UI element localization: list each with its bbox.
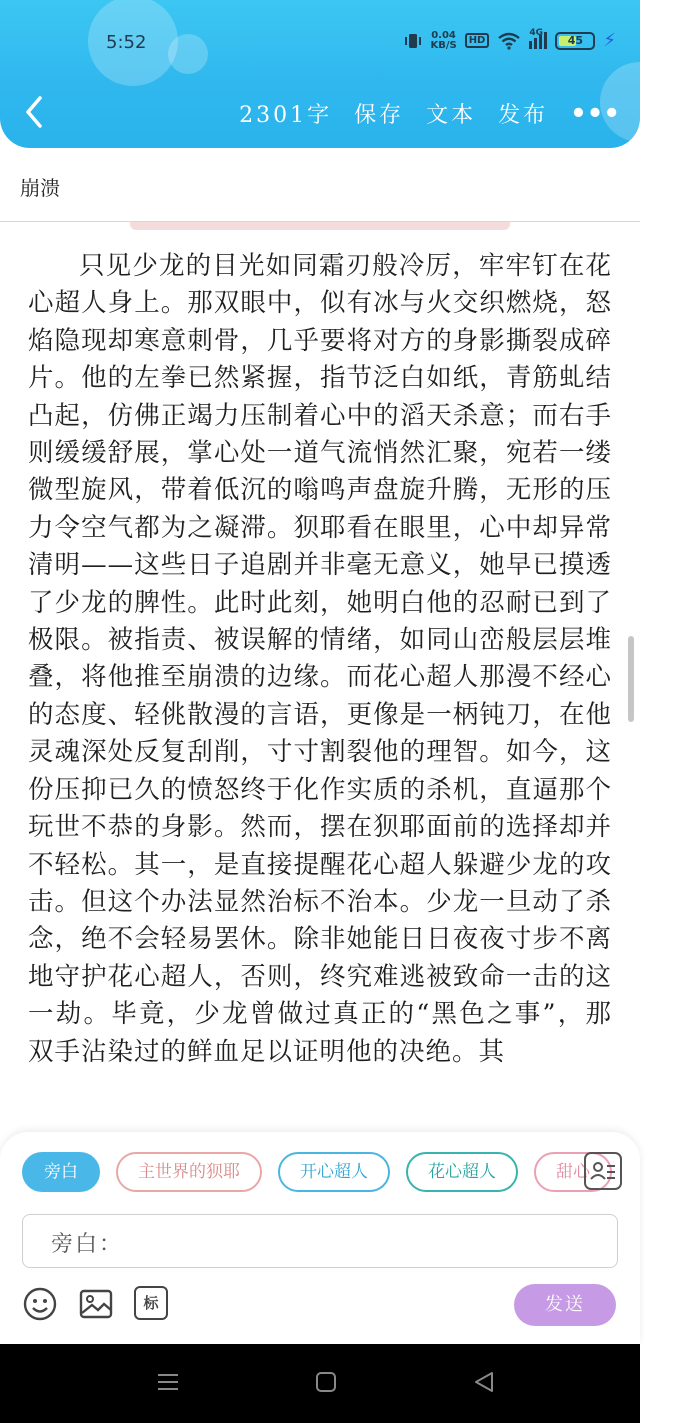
signal-type: 4G bbox=[529, 28, 544, 38]
input-speaker-prefix: 旁白： bbox=[51, 1232, 124, 1257]
system-nav-bar bbox=[0, 1344, 640, 1423]
wifi-icon bbox=[497, 32, 521, 50]
word-count: 2301字 bbox=[239, 103, 333, 128]
menu-icon[interactable] bbox=[156, 1370, 180, 1394]
charging-icon: ⚡ bbox=[603, 30, 616, 51]
role-chip[interactable]: 旁白 bbox=[22, 1152, 100, 1192]
publish-button[interactable]: 发布 bbox=[498, 103, 549, 128]
text-button[interactable]: 文本 bbox=[426, 103, 477, 128]
editor-toolbar bbox=[0, 88, 640, 138]
image-icon[interactable] bbox=[78, 1286, 114, 1322]
home-icon[interactable] bbox=[314, 1370, 338, 1394]
status-bar bbox=[0, 20, 640, 64]
battery-percent: 45 bbox=[567, 33, 584, 47]
story-body[interactable]: 只见少龙的目光如同霜刃般冷厉，牢牢钉在花心超人身上。那双眼中，似有冰与火交织燃烧，怒焰隐现却寒意刺骨，几乎要将对方的身影撕裂成碎片。他的左拳已然紧握，指节泛白如纸，青筋虬结凸起，仿佛正竭力压制着心中的滔天杀意；而右手则缓缓舒展，掌心处一道气流悄然汇聚，宛若一缕微型旋风，带着低沉的嗡鸣声盘旋升腾，无形的压力令空气都为之凝滞。狈耶看在眼里，心中却异常清明——这些日子追剧并非毫无意义，她早已摸透了少龙的脾性。此时此刻，她明白他的忍耐已到了极限。被指责、被误解的情绪，如同山峦般层层堆叠，将他推至崩溃的边缘。而花心超人那漫不经心的态度、轻佻散漫的言语，更像是一柄钝刀，在他灵魂深处反复刮削，寸寸割裂他的理智。如今，这份压抑已久的愤怒终于化作实质的杀机，直逼那个玩世不恭的身影。然而，摆在狈耶面前的选择却并不轻松。其一，是直接提醒花心超人躲避少龙的攻击。但这个办法显然治标不治本。少龙一旦动了杀念，绝不会轻易罢休。除非她能日日夜夜寸步不离地守护花心超人，否则，终究难逃被致命一击的这一劫。毕竟，少龙曾做过真正的“黑色之事”，那双手沾染过的鲜血足以证明他的决绝。其 bbox=[28, 251, 612, 1067]
hd-badge: HD bbox=[465, 33, 490, 48]
save-button[interactable]: 保存 bbox=[354, 103, 405, 128]
signal-icon bbox=[529, 28, 547, 49]
net-speed bbox=[430, 31, 456, 51]
back-icon[interactable] bbox=[20, 94, 50, 130]
role-list-icon[interactable] bbox=[584, 1152, 622, 1190]
decor-strip bbox=[130, 222, 510, 230]
chapter-title[interactable]: 崩溃 bbox=[20, 176, 60, 200]
net-speed-unit: KB/S bbox=[430, 39, 457, 51]
role-chip-list bbox=[22, 1152, 590, 1192]
scrollbar[interactable] bbox=[628, 636, 634, 722]
message-input[interactable] bbox=[22, 1214, 618, 1268]
role-chip[interactable]: 甜心 bbox=[534, 1152, 612, 1192]
role-chip[interactable]: 主世界的狈耶 bbox=[116, 1152, 262, 1192]
tag-icon[interactable]: 标 bbox=[134, 1286, 168, 1320]
status-time: 5:52 bbox=[106, 32, 147, 53]
net-speed-value: 0.04 bbox=[431, 29, 456, 41]
chapter-title-row[interactable] bbox=[0, 148, 640, 222]
compose-tools bbox=[22, 1286, 168, 1322]
vibrate-icon bbox=[404, 32, 422, 50]
compose-panel bbox=[0, 1132, 640, 1344]
send-button[interactable]: 发送 bbox=[514, 1284, 616, 1326]
role-chip[interactable]: 开心超人 bbox=[278, 1152, 390, 1192]
emoji-icon[interactable] bbox=[22, 1286, 58, 1322]
role-chip[interactable]: 花心超人 bbox=[406, 1152, 518, 1192]
app-header bbox=[0, 0, 640, 148]
back-nav-icon[interactable] bbox=[472, 1370, 496, 1394]
toolbar-actions bbox=[239, 98, 620, 129]
battery-icon bbox=[555, 32, 595, 50]
role-list-glyph bbox=[586, 1154, 620, 1188]
status-icons bbox=[404, 30, 616, 51]
more-icon[interactable]: ••• bbox=[570, 98, 620, 129]
